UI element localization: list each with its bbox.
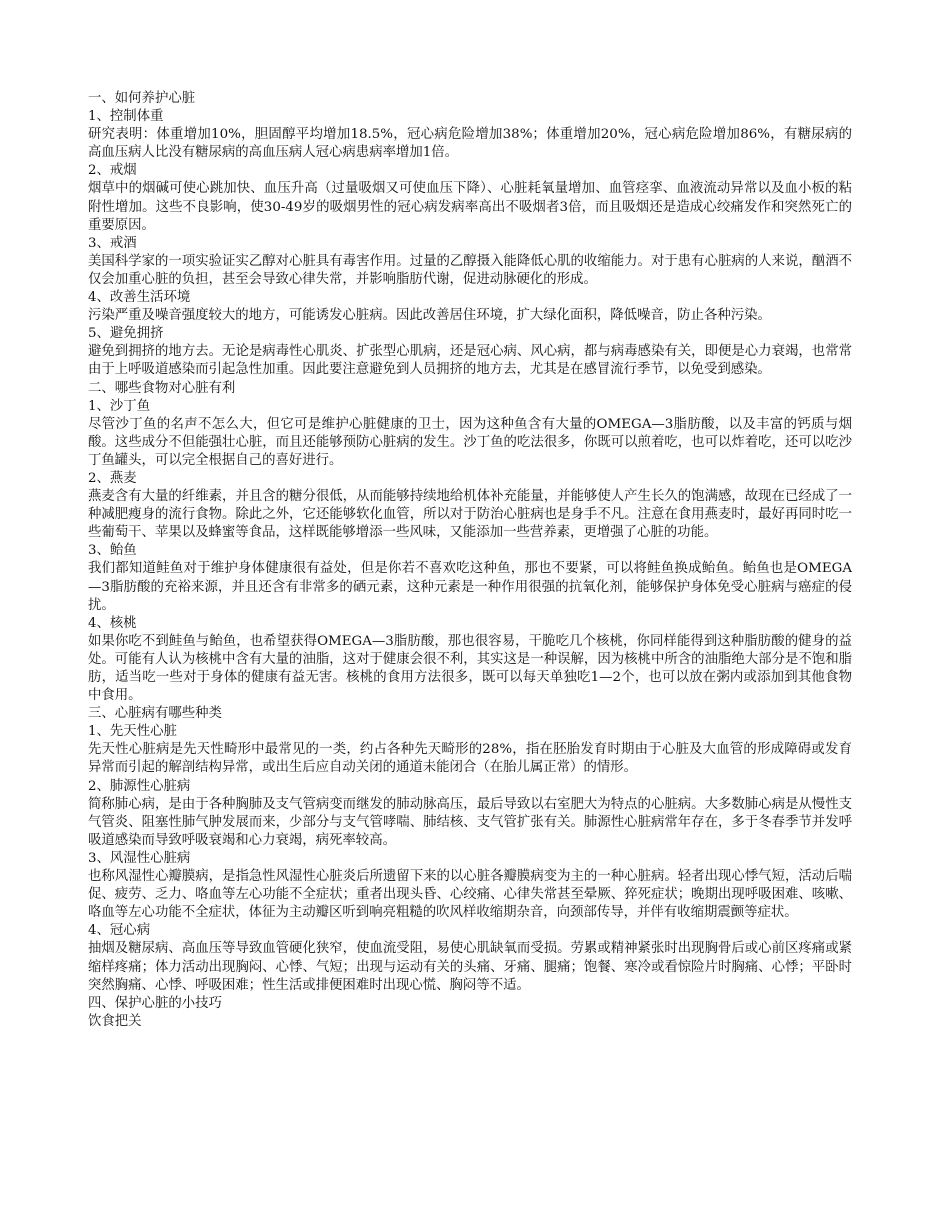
paragraph: 烟草中的烟碱可使心跳加快、血压升高（过量吸烟又可使血压下降）、心脏耗氧量增加、血管痉挛、血液流动异常以及血小板的粘附性增加。这些不良影响，使30-49岁的吸烟男性的冠心病发病率高出不吸烟者3倍，而且吸烟还是造成心绞痛发作和突然死亡的重要原因。 xyxy=(88,181,852,233)
paragraph: 如果你吃不到鲑鱼与鲐鱼，也希望获得OMEGA—3脂肪酸，那也很容易，干脆吃几个核桃，你同样能得到这种脂肪酸的健身的益处。可能有人认为核桃中含有大量的油脂，这对于健康会很不利，其实这是一种误解，因为核桃中所含的油脂绝大部分是不饱和脂肪，适当吃一些对于身体的健康有益无害。核桃的食用方法很多，既可以每天单独吃1—2个，也可以放在粥内或添加到其他食物中食用。 xyxy=(88,633,852,704)
paragraph: 污染严重及噪音强度较大的地方，可能诱发心脏病。因此改善居住环境，扩大绿化面积，降低噪音，防止各种污染。 xyxy=(88,308,771,324)
section-heading: 四、保护心脏的小技巧 xyxy=(88,995,222,1011)
paragraph: 美国科学家的一项实验证实乙醇对心脏具有毒害作用。过量的乙醇摄入能降低心肌的收缩能力。对于患有心脏病的人来说，酗酒不仅会加重心脏的负担，甚至会导致心律失常，并影响脂肪代谢，促进动脉硬化的形成。 xyxy=(88,253,852,287)
paragraph: 简称肺心病，是由于各种胸肺及支气管病变而继发的肺动脉高压，最后导致以右室肥大为特点的心脏病。大多数肺心病是从慢性支气管炎、阻塞性肺气肿发展而来，少部分与支气管哮喘、肺结核、支气管扩张有关。肺源性心脏病常年存在，多于冬春季节并发呼吸道感染而导致呼吸衰竭和心力衰竭，病死率较高。 xyxy=(88,796,852,848)
subsection-heading: 饮食把关 xyxy=(88,1013,142,1029)
section-heading: 二、哪些食物对心脏有利 xyxy=(88,380,236,396)
document-page xyxy=(88,90,852,1031)
subsection-heading: 4、改善生活环境 xyxy=(88,290,191,306)
paragraph: 尽管沙丁鱼的名声不怎么大，但它可是维护心脏健康的卫士，因为这种鱼含有大量的OMEGA—3脂肪酸，以及丰富的钙质与烟酸。这些成分不但能强壮心脏，而且还能够预防心脏病的发生。沙丁鱼的吃法很多，你既可以煎着吃，也可以炸着吃，还可以吃沙丁鱼罐头，可以完全根据自己的喜好进行。 xyxy=(88,416,852,468)
section-heading: 三、心脏病有哪些种类 xyxy=(88,706,222,722)
section-heading: 一、如何养护心脏 xyxy=(88,91,196,106)
subsection-heading: 3、风湿性心脏病 xyxy=(88,850,191,866)
subsection-heading: 4、冠心病 xyxy=(88,923,151,939)
paragraph: 燕麦含有大量的纤维素，并且含的糖分很低，从而能够持续地给机体补充能量，并能够使人产生长久的饱满感，故现在已经成了一种减肥瘦身的流行食物。除此之外，它还能够软化血管，所以对于防治心脏病也是身手不凡。注意在食用燕麦时，最好再同时吃一些葡萄干、苹果以及蜂蜜等食品，这样既能够增添一些风味，又能添加一些营养素，更增强了心脏的功能。 xyxy=(88,489,852,541)
subsection-heading: 1、先天性心脏 xyxy=(88,724,177,740)
subsection-heading: 1、沙丁鱼 xyxy=(88,398,151,414)
subsection-heading: 2、肺源性心脏病 xyxy=(88,778,191,794)
paragraph: 抽烟及糖尿病、高血压等导致血管硬化狭窄，使血流受阻，易使心肌缺氧而受损。劳累或精神紧张时出现胸骨后或心前区疼痛或紧缩样疼痛；体力活动出现胸闷、心悸、气短；出现与运动有关的头痛、牙痛、腿痛；饱餐、寒冷或看惊险片时胸痛、心悸；平卧时突然胸痛、心悸、呼吸困难；性生活或排便困难时出现心慌、胸闷等不适。 xyxy=(88,941,852,993)
paragraph: 研究表明：体重增加10%，胆固醇平均增加18.5%，冠心病危险增加38%；体重增加20%，冠心病危险增加86%，有糖尿病的高血压病人比没有糖尿病的高血压病人冠心病患病率增加1倍。 xyxy=(88,127,852,161)
subsection-heading: 3、戒酒 xyxy=(88,235,137,251)
paragraph: 我们都知道鲑鱼对于维护身体健康很有益处，但是你若不喜欢吃这种鱼，那也不要紧，可以将鲑鱼换成鲐鱼。鲐鱼也是OMEGA—3脂肪酸的充裕来源，并且还含有非常多的硒元素，这种元素是一种作用很强的抗氧化剂，能够保护身体免受心脏病与癌症的侵扰。 xyxy=(88,561,852,613)
subsection-heading: 2、戒烟 xyxy=(88,163,137,179)
paragraph: 先天性心脏病是先天性畸形中最常见的一类，约占各种先天畸形的28%，指在胚胎发育时期由于心脏及大血管的形成障碍或发育异常而引起的解剖结构异常，或出生后应自动关闭的通道未能闭合（在胎儿属正常）的情形。 xyxy=(88,742,852,776)
subsection-heading: 5、避免拥挤 xyxy=(88,326,164,342)
subsection-heading: 1、控制体重 xyxy=(88,109,164,125)
paragraph: 避免到拥挤的地方去。无论是病毒性心肌炎、扩张型心肌病，还是冠心病、风心病，都与病毒感染有关，即便是心力衰竭，也常常由于上呼吸道感染而引起急性加重。因此要注意避免到人员拥挤的地方去，尤其是在感冒流行季节，以免受到感染。 xyxy=(88,344,852,378)
subsection-heading: 3、鲐鱼 xyxy=(88,543,137,559)
subsection-heading: 2、燕麦 xyxy=(88,470,137,486)
paragraph: 也称风湿性心瓣膜病，是指急性风湿性心脏炎后所遗留下来的以心脏各瓣膜病变为主的一种心脏病。轻者出现心悸气短，活动后喘促、疲劳、乏力、咯血等左心功能不全症状；重者出现头昏、心绞痛、心律失常甚至晕厥、猝死症状；晚期出现呼吸困难、咳嗽、咯血等左心功能不全症状，体征为主动瓣区听到响亮粗糙的吹风样收缩期杂音，向颈部传导，并伴有收缩期震颤等症状。 xyxy=(88,869,852,921)
subsection-heading: 4、核桃 xyxy=(88,615,137,631)
